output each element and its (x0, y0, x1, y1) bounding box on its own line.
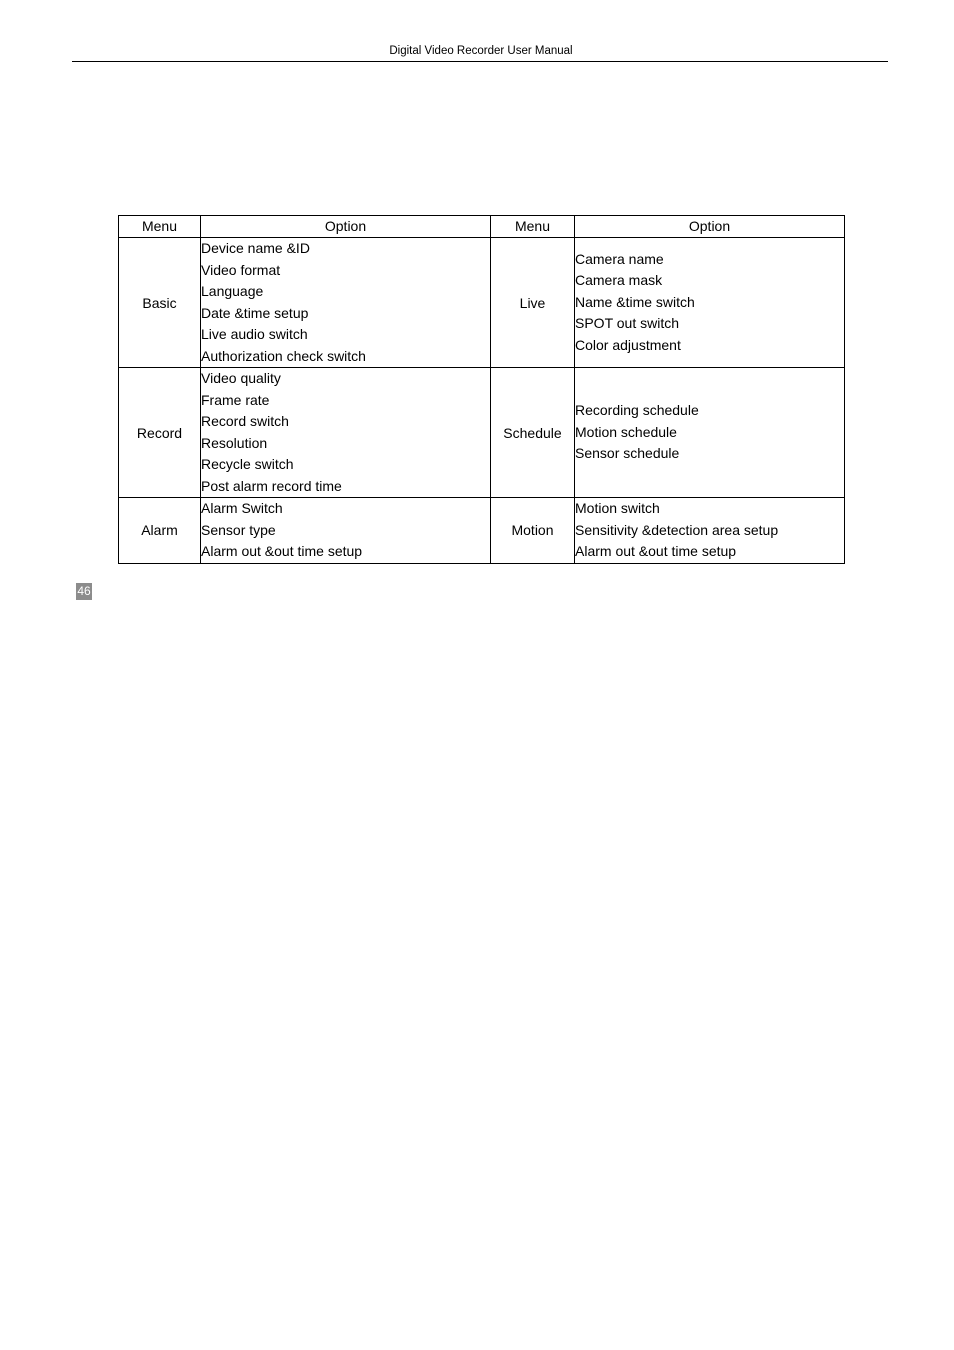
option-list (575, 498, 845, 564)
table-header-row (119, 216, 845, 238)
option-item: Camera mask (575, 272, 663, 289)
option-item: Authorization check switch (201, 347, 366, 364)
option-item: Frame rate (201, 391, 270, 408)
option-item: Alarm out &out time setup (575, 543, 737, 559)
option-item: Device name &ID (201, 240, 310, 256)
column-header: Option (201, 216, 491, 238)
option-item: SPOT out switch (575, 315, 680, 332)
table-row (119, 498, 845, 564)
menu-name: Basic (119, 238, 201, 368)
option-item: Live audio switch (201, 326, 308, 342)
option-item: Motion schedule (575, 423, 677, 440)
table-row (119, 368, 845, 498)
running-header: Digital Video Recorder User Manual (389, 45, 573, 57)
option-item: Alarm Switch (201, 500, 283, 516)
table-row (119, 238, 845, 368)
column-header: Menu (119, 216, 201, 238)
option-list (201, 498, 491, 564)
option-item: Resolution (201, 434, 268, 451)
menu-name: Motion (491, 498, 575, 564)
menu-name: Alarm (119, 498, 201, 564)
menu-name: Record (119, 368, 201, 498)
menu-name: Live (491, 238, 575, 368)
menu-options-table (118, 215, 845, 564)
option-item: Sensor schedule (575, 445, 680, 462)
page-number: 46 (77, 584, 91, 598)
option-item: Post alarm record time (201, 477, 342, 494)
option-list (201, 368, 491, 498)
header-rule (72, 61, 888, 62)
option-item: Name &time switch (575, 293, 695, 310)
option-item: Color adjustment (575, 336, 681, 353)
column-header: Option (575, 216, 845, 238)
option-item: Record switch (201, 413, 289, 429)
option-item: Date &time setup (201, 304, 309, 321)
option-item: Recycle switch (201, 456, 294, 472)
column-header: Menu (491, 216, 575, 238)
menu-name: Schedule (491, 368, 575, 498)
option-list (201, 238, 491, 368)
option-item: Video quality (201, 370, 281, 386)
option-item: Language (201, 283, 264, 299)
option-item: Recording schedule (575, 402, 699, 419)
option-item: Alarm out &out time setup (201, 543, 363, 559)
option-item: Sensor type (201, 521, 276, 538)
option-list (575, 238, 845, 368)
option-item: Sensitivity &detection area setup (575, 521, 779, 538)
option-item: Motion switch (575, 500, 660, 516)
option-list (575, 368, 845, 498)
option-item: Camera name (575, 250, 664, 267)
option-item: Video format (201, 261, 281, 278)
